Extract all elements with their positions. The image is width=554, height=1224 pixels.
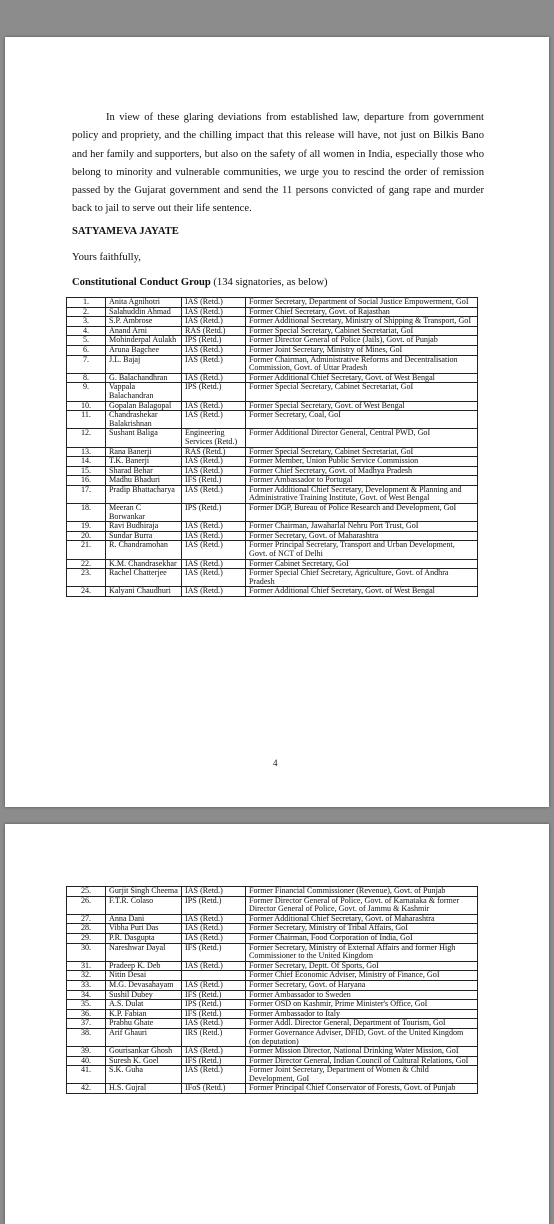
table-row — [67, 345, 478, 355]
table-row — [67, 504, 478, 522]
name-cell: S.P. Ambrose — [106, 317, 182, 327]
service-cell: IAS (Retd.) — [182, 924, 246, 934]
serial-number-cell: 33. — [67, 980, 106, 990]
serial-number-cell: 6. — [67, 345, 106, 355]
group-note: (134 signatories, as below) — [210, 277, 328, 288]
table-row — [67, 980, 478, 990]
serial-number-cell: 13. — [67, 447, 106, 457]
serial-number-cell: 41. — [67, 1066, 106, 1084]
position-cell: Former Additional Director General, Central PWD, GoI — [246, 429, 478, 447]
name-cell: M.G. Devasahayam — [106, 980, 182, 990]
name-cell: P.R. Dasgupta — [106, 933, 182, 943]
serial-number-cell: 26. — [67, 896, 106, 914]
position-cell: Former OSD on Kashmir, Prime Minister's Office, GoI — [246, 1000, 478, 1010]
service-cell: IAS (Retd.) — [182, 401, 246, 411]
serial-number-cell: 25. — [67, 887, 106, 897]
service-cell: IAS (Retd.) — [182, 961, 246, 971]
service-cell: IAS (Retd.) — [182, 373, 246, 383]
name-cell: Gourisankar Ghosh — [106, 1047, 182, 1057]
name-cell: Gurjit Singh Cheema — [106, 887, 182, 897]
serial-number-cell: 40. — [67, 1056, 106, 1066]
table-row — [67, 943, 478, 961]
serial-number-cell: 37. — [67, 1019, 106, 1029]
table-row — [67, 355, 478, 373]
service-cell: IPS (Retd.) — [182, 504, 246, 522]
name-cell: Pradeep K. Deb — [106, 961, 182, 971]
service-cell: IPS (Retd.) — [182, 336, 246, 346]
position-cell: Former Additional Chief Secretary, Govt. of West Bengal — [246, 373, 478, 383]
name-cell: Sushil Dubey — [106, 990, 182, 1000]
service-cell: IAS (Retd.) — [182, 587, 246, 597]
page-number: 4 — [273, 758, 278, 768]
service-cell: IFS (Retd.) — [182, 990, 246, 1000]
name-cell: Prabhu Ghate — [106, 1019, 182, 1029]
motto-heading: SATYAMEVA JAYATE — [72, 226, 179, 237]
name-cell: K.P. Fabian — [106, 1009, 182, 1019]
position-cell: Former Special Secretary, Cabinet Secretariat, GoI — [246, 383, 478, 401]
position-cell: Former Special Chief Secretary, Agriculture, Govt. of Andhra Pradesh — [246, 569, 478, 587]
name-cell: Suresh K. Goel — [106, 1056, 182, 1066]
service-cell: IFS (Retd.) — [182, 1056, 246, 1066]
service-cell: IAS (Retd.) — [182, 980, 246, 990]
position-cell: Former Additional Secretary, Ministry of Shipping & Transport, GoI — [246, 317, 478, 327]
position-cell: Former Secretary, Govt. of Haryana — [246, 980, 478, 990]
table-row — [67, 1047, 478, 1057]
service-cell: RAS (Retd.) — [182, 447, 246, 457]
name-cell: Salahuddin Ahmad — [106, 307, 182, 317]
name-cell: Aruna Bagchee — [106, 345, 182, 355]
serial-number-cell: 18. — [67, 504, 106, 522]
name-cell: Nitin Desai — [106, 971, 182, 981]
position-cell: Former Chief Economic Adviser, Ministry of Finance, GoI — [246, 971, 478, 981]
serial-number-cell: 23. — [67, 569, 106, 587]
position-cell: Former Secretary, Deptt. Of Sports, GoI — [246, 961, 478, 971]
position-cell: Former Additional Chief Secretary, Govt. of West Bengal — [246, 587, 478, 597]
position-cell: Former Chief Secretary, Govt. of Rajasthan — [246, 307, 478, 317]
serial-number-cell: 16. — [67, 476, 106, 486]
position-cell: Former Special Secretary, Govt. of West Bengal — [246, 401, 478, 411]
name-cell: Rachel Chatterjee — [106, 569, 182, 587]
serial-number-cell: 38. — [67, 1028, 106, 1046]
position-cell: Former Member, Union Public Service Commission — [246, 457, 478, 467]
serial-number-cell: 27. — [67, 914, 106, 924]
closing-salutation: Yours faithfully, — [72, 252, 141, 263]
name-cell: Nareshwar Dayal — [106, 943, 182, 961]
signatories-table — [66, 297, 478, 597]
serial-number-cell: 28. — [67, 924, 106, 934]
name-cell: G. Balachandhran — [106, 373, 182, 383]
position-cell: Former Director General, Indian Council of Cultural Relations, GoI — [246, 1056, 478, 1066]
position-cell: Former Ambassador to Italy — [246, 1009, 478, 1019]
serial-number-cell: 42. — [67, 1084, 106, 1094]
position-cell: Former Chief Secretary, Govt. of Madhya Pradesh — [246, 466, 478, 476]
name-cell: Vibha Puri Das — [106, 924, 182, 934]
service-cell: Engineering Services (Retd.) — [182, 429, 246, 447]
name-cell: S.K. Guha — [106, 1066, 182, 1084]
position-cell: Former Secretary, Ministry of External Affairs and former High Commissioner to the United Kingdom — [246, 943, 478, 961]
position-cell: Former Additional Chief Secretary, Govt. of Maharashtra — [246, 914, 478, 924]
position-cell: Former Secretary, Govt. of Maharashtra — [246, 531, 478, 541]
position-cell: Former Special Secretary, Cabinet Secretariat, GoI — [246, 447, 478, 457]
serial-number-cell: 34. — [67, 990, 106, 1000]
service-cell: IAS (Retd.) — [182, 522, 246, 532]
serial-number-cell: 39. — [67, 1047, 106, 1057]
position-cell: Former Principal Chief Conservator of Forests, Govt. of Punjab — [246, 1084, 478, 1094]
serial-number-cell: 22. — [67, 559, 106, 569]
name-cell: K.M. Chandrasekhar — [106, 559, 182, 569]
service-cell: IPS (Retd.) — [182, 896, 246, 914]
service-cell: IAS (Retd.) — [182, 411, 246, 429]
position-cell: Former Ambassador to Portugal — [246, 476, 478, 486]
service-cell: IPS (Retd.) — [182, 383, 246, 401]
service-cell: IAS (Retd.) — [182, 933, 246, 943]
serial-number-cell: 12. — [67, 429, 106, 447]
serial-number-cell: 24. — [67, 587, 106, 597]
position-cell: Former Secretary, Ministry of Tribal Affairs, GoI — [246, 924, 478, 934]
position-cell: Former Secretary, Coal, GoI — [246, 411, 478, 429]
table-row — [67, 317, 478, 327]
table-row — [67, 1084, 478, 1094]
name-cell: R. Chandramohan — [106, 541, 182, 559]
name-cell: Rana Banerji — [106, 447, 182, 457]
serial-number-cell: 8. — [67, 373, 106, 383]
position-cell: Former Joint Secretary, Ministry of Mines, GoI — [246, 345, 478, 355]
name-cell: A.S. Dulat — [106, 1000, 182, 1010]
serial-number-cell: 30. — [67, 943, 106, 961]
name-cell: Anand Arni — [106, 326, 182, 336]
position-cell: Former Governance Adviser, DFID, Govt. of the United Kingdom (on deputation) — [246, 1028, 478, 1046]
service-cell: IAS (Retd.) — [182, 457, 246, 467]
name-cell: Anna Dani — [106, 914, 182, 924]
position-cell: Former Ambassador to Sweden — [246, 990, 478, 1000]
table-row — [67, 383, 478, 401]
table-row — [67, 933, 478, 943]
service-cell: IPS (Retd.) — [182, 1000, 246, 1010]
name-cell: Ravi Budhiraja — [106, 522, 182, 532]
service-cell: IAS (Retd.) — [182, 355, 246, 373]
name-cell: T.K. Banerji — [106, 457, 182, 467]
position-cell: Former Addl. Director General, Department of Tourism, GoI — [246, 1019, 478, 1029]
service-cell: IAS (Retd.) — [182, 559, 246, 569]
appeal-paragraph: In view of these glaring deviations from established law, departure from government policy and propriety, and the chilling impact that this release will have, not just on Bilkis Bano and her family and supporters, but also on the safety of all women in India, especially those who belong to minority and vulnerable communities, we urge you to rescind the order of remission passed by the Gujarat government and send the 11 persons convicted of gang rape and murder back to jail to serve out their life sentence. — [72, 112, 484, 215]
document-page-4 — [5, 37, 549, 807]
service-cell: IAS (Retd.) — [182, 569, 246, 587]
table-row — [67, 1019, 478, 1029]
table-row — [67, 1028, 478, 1046]
signatories-table — [66, 886, 478, 1094]
name-cell: F.T.R. Colaso — [106, 896, 182, 914]
table-row — [67, 411, 478, 429]
table-row — [67, 1066, 478, 1084]
service-cell: IAS (Retd.) — [182, 1019, 246, 1029]
serial-number-cell: 3. — [67, 317, 106, 327]
serial-number-cell: 19. — [67, 522, 106, 532]
table-row — [67, 896, 478, 914]
service-cell — [182, 971, 246, 981]
name-cell: Vappala Balachandran — [106, 383, 182, 401]
serial-number-cell: 1. — [67, 298, 106, 308]
table-row — [67, 587, 478, 597]
service-cell: IRS (Retd.) — [182, 1028, 246, 1046]
service-cell: IFS (Retd.) — [182, 476, 246, 486]
table-row — [67, 1000, 478, 1010]
table-row — [67, 476, 478, 486]
serial-number-cell: 29. — [67, 933, 106, 943]
position-cell: Former Cabinet Secretary, GoI — [246, 559, 478, 569]
service-cell: IAS (Retd.) — [182, 307, 246, 317]
name-cell: Sushant Baliga — [106, 429, 182, 447]
service-cell: IAS (Retd.) — [182, 531, 246, 541]
name-cell: Madhu Bhaduri — [106, 476, 182, 486]
position-cell: Former Special Secretary, Cabinet Secretariat, GoI — [246, 326, 478, 336]
service-cell: IAS (Retd.) — [182, 298, 246, 308]
name-cell: Pradip Bhattacharya — [106, 485, 182, 503]
table-row — [67, 457, 478, 467]
serial-number-cell: 7. — [67, 355, 106, 373]
position-cell: Former Principal Secretary, Transport and Urban Development, Govt. of NCT of Delhi — [246, 541, 478, 559]
service-cell: IAS (Retd.) — [182, 1066, 246, 1084]
position-cell: Former Director General of Police (Jails), Govt. of Punjab — [246, 336, 478, 346]
service-cell: IAS (Retd.) — [182, 317, 246, 327]
position-cell: Former Mission Director, National Drinking Water Mission, GoI — [246, 1047, 478, 1057]
table-row — [67, 887, 478, 897]
serial-number-cell: 32. — [67, 971, 106, 981]
name-cell: Sundar Burra — [106, 531, 182, 541]
position-cell: Former Secretary, Department of Social Justice Empowerment, GoI — [246, 298, 478, 308]
position-cell: Former Joint Secretary, Department of Women & Child Development, GoI — [246, 1066, 478, 1084]
serial-number-cell: 20. — [67, 531, 106, 541]
service-cell: IFoS (Retd.) — [182, 1084, 246, 1094]
name-cell: Arif Ghauri — [106, 1028, 182, 1046]
table-row — [67, 971, 478, 981]
position-cell: Former Chairman, Administrative Reforms and Decentralisation Commission, Govt. of Uttar Pradesh — [246, 355, 478, 373]
name-cell: Meeran C Borwankar — [106, 504, 182, 522]
serial-number-cell: 9. — [67, 383, 106, 401]
service-cell: IFS (Retd.) — [182, 943, 246, 961]
serial-number-cell: 10. — [67, 401, 106, 411]
position-cell: Former DGP, Bureau of Police Research and Development, GoI — [246, 504, 478, 522]
service-cell: IAS (Retd.) — [182, 887, 246, 897]
name-cell: H.S. Gujral — [106, 1084, 182, 1094]
table-row — [67, 541, 478, 559]
group-name: Constitutional Conduct Group — [72, 277, 211, 288]
serial-number-cell: 2. — [67, 307, 106, 317]
position-cell: Former Financial Commissioner (Revenue), Govt. of Punjab — [246, 887, 478, 897]
serial-number-cell: 4. — [67, 326, 106, 336]
table-row — [67, 485, 478, 503]
service-cell: IAS (Retd.) — [182, 485, 246, 503]
position-cell: Former Chairman, Food Corporation of India, GoI — [246, 933, 478, 943]
serial-number-cell: 5. — [67, 336, 106, 346]
service-cell: IAS (Retd.) — [182, 345, 246, 355]
name-cell: Mohinderpal Aulakh — [106, 336, 182, 346]
service-cell: IFS (Retd.) — [182, 1009, 246, 1019]
name-cell: Anita Agnihotri — [106, 298, 182, 308]
name-cell: Kalyani Chaudhuri — [106, 587, 182, 597]
service-cell: IAS (Retd.) — [182, 1047, 246, 1057]
table-row — [67, 522, 478, 532]
serial-number-cell: 11. — [67, 411, 106, 429]
serial-number-cell: 31. — [67, 961, 106, 971]
name-cell: Chandrashekar Balakrishnan — [106, 411, 182, 429]
name-cell: Sharad Behar — [106, 466, 182, 476]
position-cell: Former Director General of Police, Govt. of Karnataka & former Director General of Police, Govt. of Jammu & Kashmir — [246, 896, 478, 914]
serial-number-cell: 35. — [67, 1000, 106, 1010]
document-page-5 — [5, 824, 549, 1224]
serial-number-cell: 36. — [67, 1009, 106, 1019]
table-row — [67, 569, 478, 587]
serial-number-cell: 17. — [67, 485, 106, 503]
position-cell: Former Additional Chief Secretary, Development & Planning and Administrative Training Institute, Govt. of West Bengal — [246, 485, 478, 503]
service-cell: IAS (Retd.) — [182, 914, 246, 924]
position-cell: Former Chairman, Jawaharlal Nehru Port Trust, GoI — [246, 522, 478, 532]
serial-number-cell: 21. — [67, 541, 106, 559]
serial-number-cell: 14. — [67, 457, 106, 467]
name-cell: J.L. Bajaj — [106, 355, 182, 373]
table-row — [67, 429, 478, 447]
name-cell: Gopalan Balagopal — [106, 401, 182, 411]
serial-number-cell: 15. — [67, 466, 106, 476]
service-cell: IAS (Retd.) — [182, 466, 246, 476]
service-cell: IAS (Retd.) — [182, 541, 246, 559]
service-cell: RAS (Retd.) — [182, 326, 246, 336]
group-heading — [72, 277, 328, 288]
table-row — [67, 298, 478, 308]
